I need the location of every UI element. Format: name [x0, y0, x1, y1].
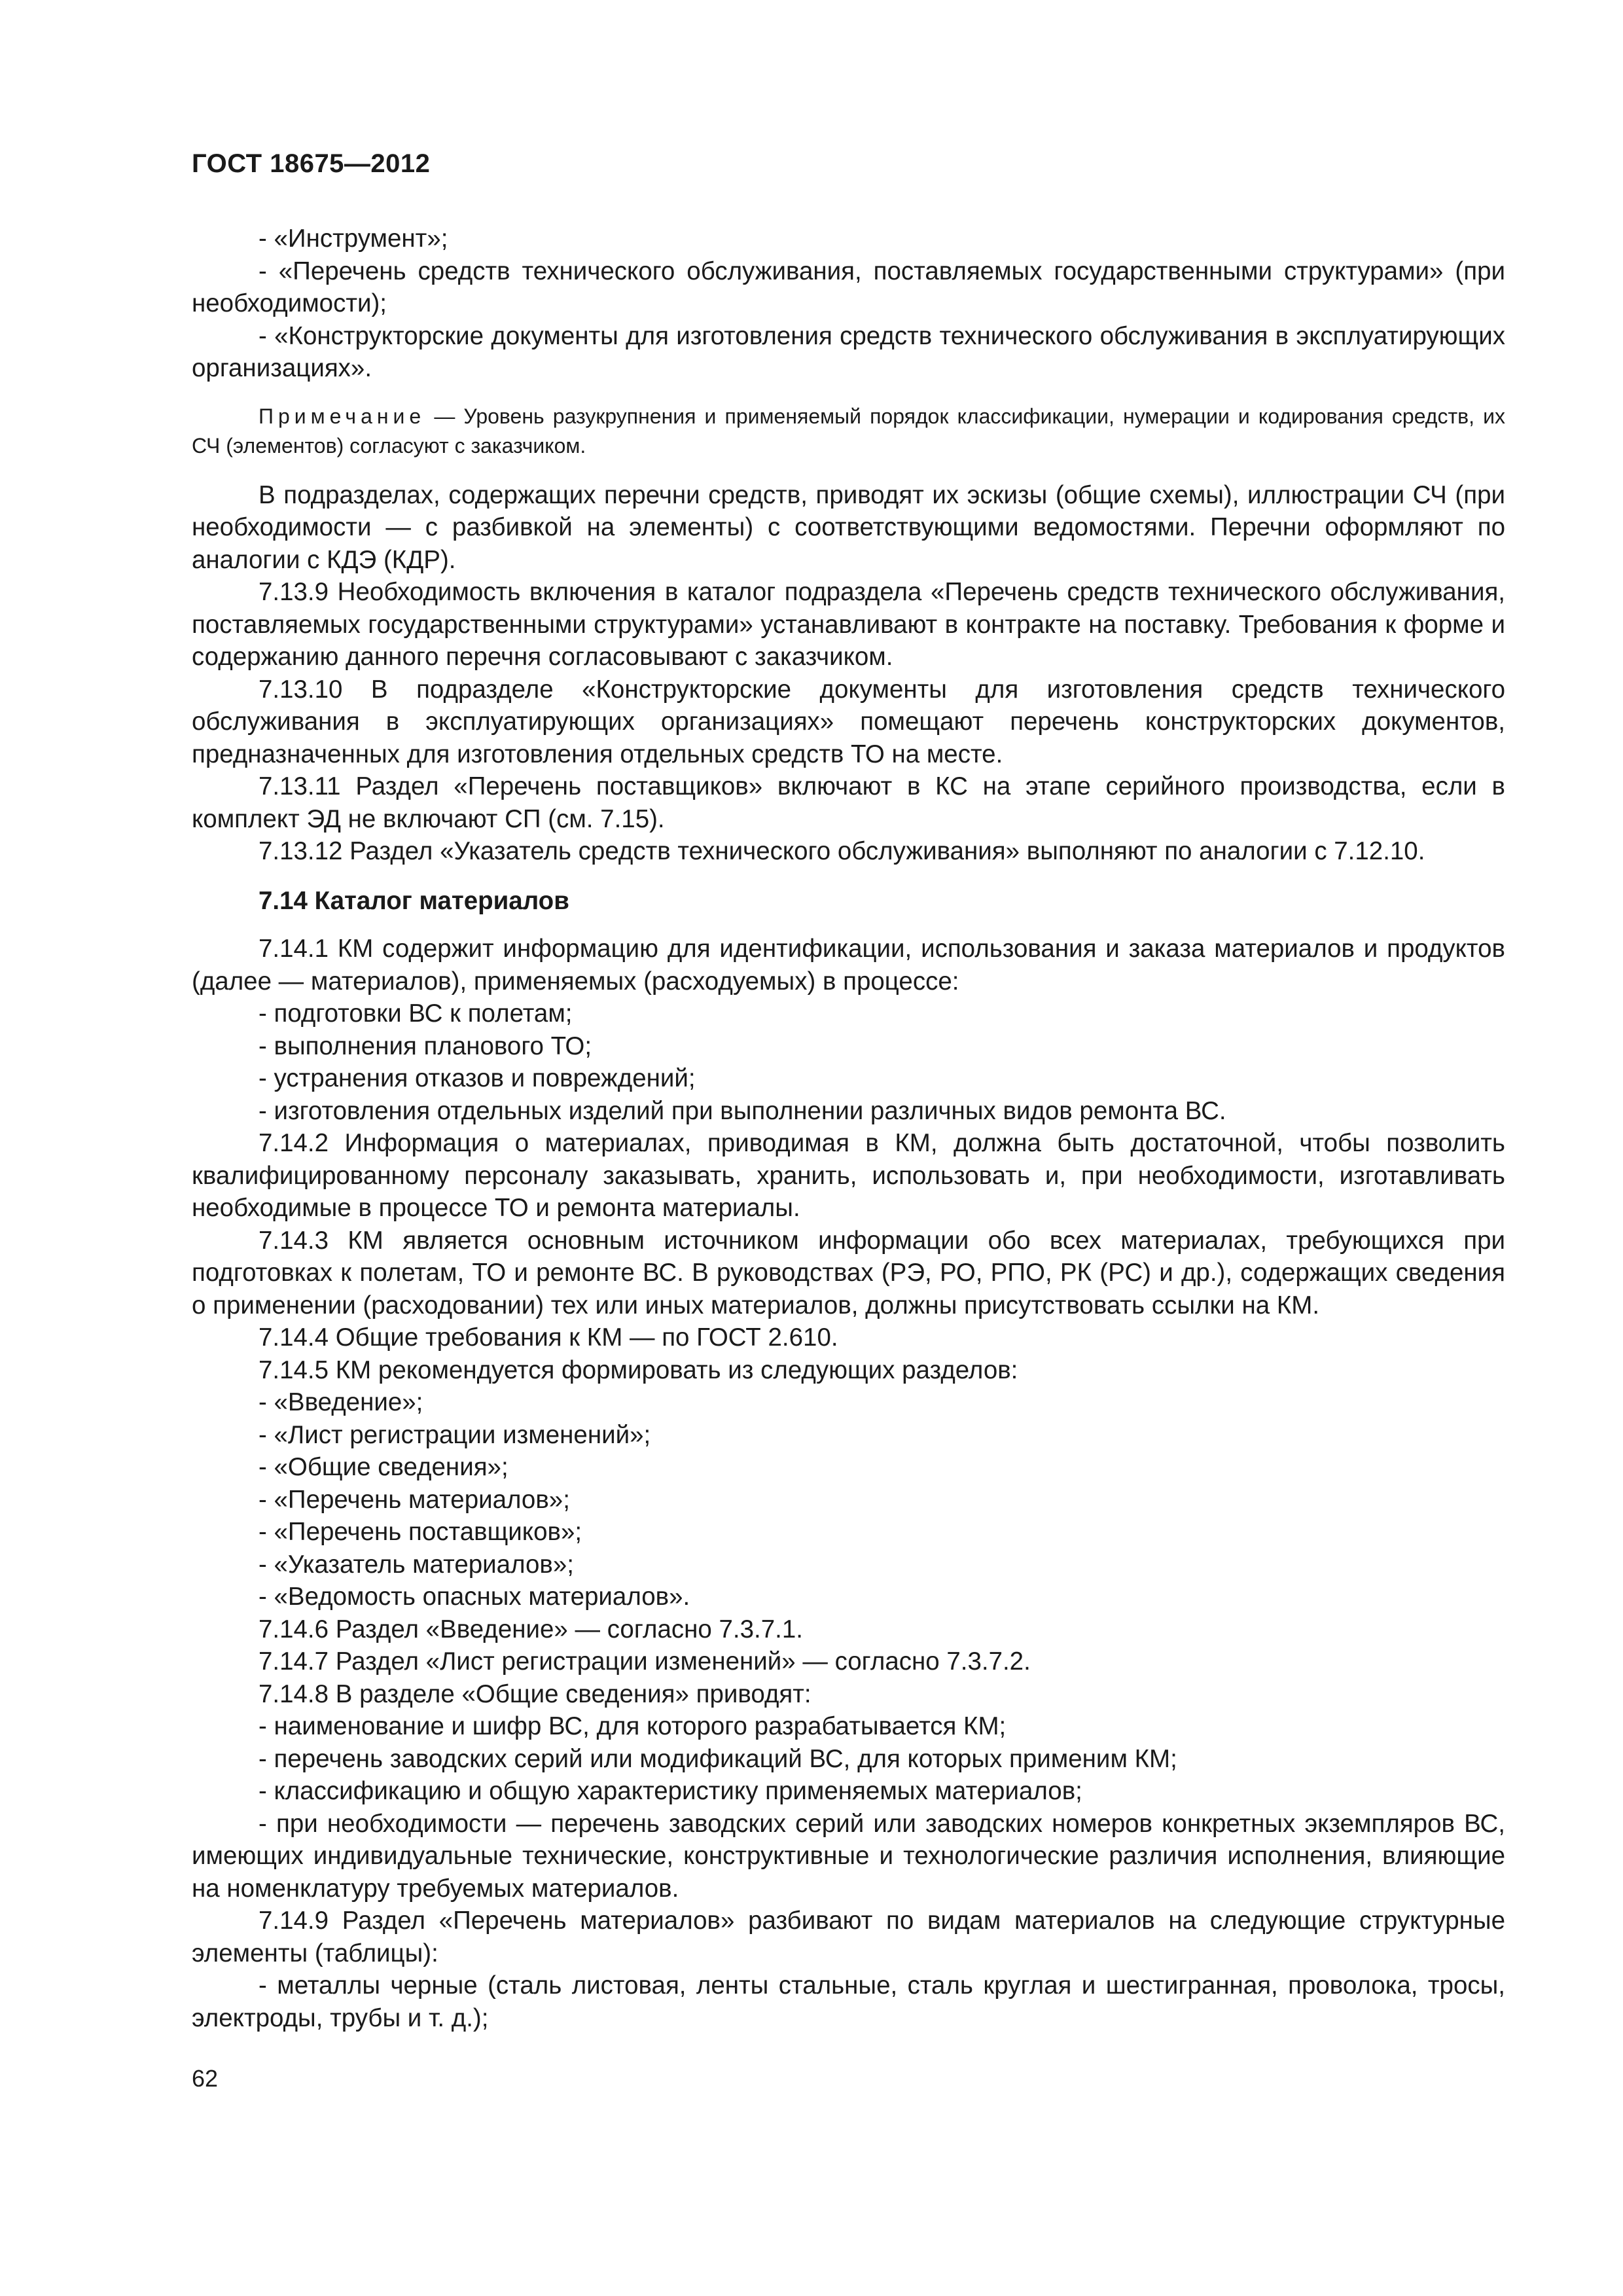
list-item: - изготовления отдельных изделий при выполнении различных видов ремонта ВС.	[259, 1096, 1226, 1125]
paragraph: - «Конструкторские документы для изготовления средств технического обслуживания в эксплуатирующих организациях».	[192, 321, 1505, 382]
section-heading: 7.14 Каталог материалов	[259, 886, 569, 915]
document-body	[192, 223, 1505, 2034]
paragraph: В подразделах, содержащих перечни средств, приводят их эскизы (общие схемы), иллюстрации СЧ (при необходимости — с разбивкой на элементы) с соответствующими ведомостями. Перечни оформляют по аналогии с КДЭ (КДР).	[192, 480, 1505, 574]
list-item: - «Ведомость опасных материалов».	[259, 1583, 690, 1611]
list-item: - «Лист регистрации изменений»;	[259, 1420, 651, 1449]
paragraph: 7.14.3 КМ является основным источником информации обо всех материалах, требующихся при подготовках к полетам, ТО и ремонте ВС. В руководствах (РЭ, РО, РПО, РК (РС) и др.), содержащих сведения о применении (расходовании) тех или иных материалов, должны присутствовать ссылки на КМ.	[192, 1226, 1505, 1319]
note-paragraph	[192, 402, 1505, 461]
paragraph: 7.14.2 Информация о материалах, приводимая в КМ, должна быть достаточной, чтобы позволить квалифицированному персоналу заказывать, хранить, использовать и, при необходимости, изготавливать необходимые в процессе ТО и ремонта материалы.	[192, 1129, 1505, 1222]
list-item: - устранения отказов и повреждений;	[259, 1064, 696, 1092]
list-item: - при необходимости — перечень заводских серий или заводских номеров конкретных экземпляров ВС, имеющих индивидуальные технические, конструктивные и технологические различия исполнения, влияющие на номенклатуру требуемых материалов.	[192, 1809, 1505, 1903]
paragraph: 7.14.7 Раздел «Лист регистрации изменений» — согласно 7.3.7.2.	[259, 1647, 1031, 1676]
list-item: - выполнения планового ТО;	[259, 1031, 592, 1060]
paragraph: 7.14.8 В разделе «Общие сведения» приводят:	[259, 1679, 812, 1708]
paragraph: 7.13.11 Раздел «Перечень поставщиков» включают в КС на этапе серийного производства, если в комплект ЭД не включают СП (см. 7.15).	[192, 772, 1505, 833]
paragraph: 7.13.12 Раздел «Указатель средств технического обслуживания» выполняют по аналогии с 7.12.10.	[259, 837, 1425, 865]
list-item: - «Указатель материалов»;	[259, 1550, 574, 1579]
list-item: - классификацию и общую характеристику применяемых материалов;	[259, 1777, 1082, 1805]
note-label: Примечание	[259, 404, 426, 428]
paragraph: 7.14.5 КМ рекомендуется формировать из следующих разделов:	[259, 1355, 1018, 1384]
page-number: 62	[192, 2065, 219, 2092]
paragraph: - «Перечень средств технического обслуживания, поставляемых государственными структурами» (при необходимости);	[192, 257, 1505, 317]
list-item: - «Введение»;	[259, 1388, 423, 1416]
list-item: - подготовки ВС к полетам;	[259, 999, 573, 1028]
paragraph: - «Инструмент»;	[259, 224, 448, 253]
paragraph: 7.14.1 КМ содержит информацию для идентификации, использования и заказа материалов и продуктов (далее — материалов), применяемых (расходуемых) в процессе:	[192, 935, 1505, 996]
paragraph: 7.14.4 Общие требования к КМ — по ГОСТ 2.610.	[259, 1323, 838, 1352]
list-item: - «Общие сведения»;	[259, 1453, 508, 1481]
paragraph: 7.13.10 В подразделе «Конструкторские документы для изготовления средств технического обслуживания в эксплуатирующих организациях» помещают перечень конструкторских документов, предназначенных для изготовления отдельных средств ТО на месте.	[192, 675, 1505, 768]
list-item: - наименование и шифр ВС, для которого разрабатывается КМ;	[259, 1712, 1007, 1740]
list-item: - «Перечень поставщиков»;	[259, 1518, 582, 1546]
paragraph: 7.13.9 Необходимость включения в каталог подраздела «Перечень средств технического обслуживания, поставляемых государственными структурами» устанавливают в контракте на поставку. Требования к форме и содержанию данного перечня согласовывают с заказчиком.	[192, 578, 1505, 671]
note-text: — Уровень разукрупнения и применяемый порядок классификации, нумерации и кодирования средств, их СЧ (элементов) согласуют с заказчиком.	[192, 404, 1505, 457]
page-header-doc-code: ГОСТ 18675—2012	[192, 149, 431, 178]
list-item: - перечень заводских серий или модификаций ВС, для которых применим КМ;	[259, 1744, 1177, 1773]
list-item: - «Перечень материалов»;	[259, 1485, 570, 1514]
list-item: - металлы черные (сталь листовая, ленты стальные, сталь круглая и шестигранная, проволока, тросы, электроды, трубы и т. д.);	[192, 1971, 1505, 2032]
paragraph: 7.14.9 Раздел «Перечень материалов» разбивают по видам материалов на следующие структурные элементы (таблицы):	[192, 1907, 1505, 1967]
paragraph: 7.14.6 Раздел «Введение» — согласно 7.3.7.1.	[259, 1615, 803, 1643]
